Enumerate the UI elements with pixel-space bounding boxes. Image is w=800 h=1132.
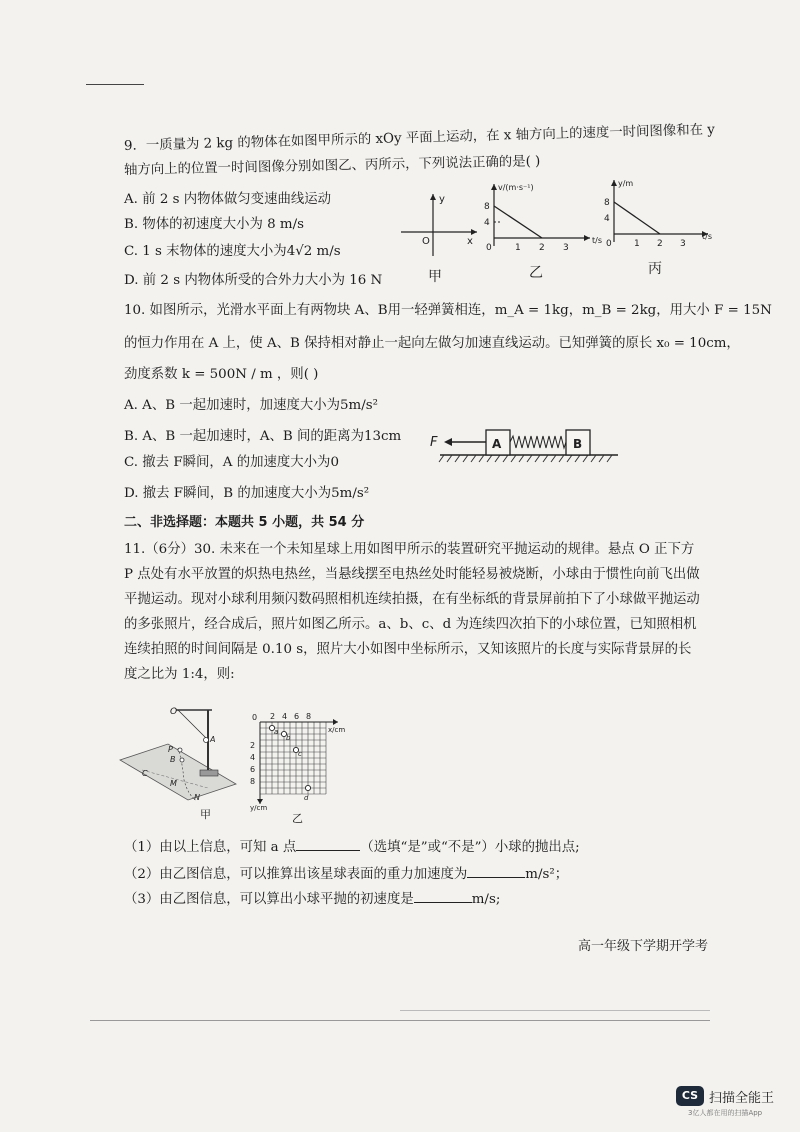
q11-figure-jia <box>112 700 242 810</box>
bottom-rule-upper <box>400 1010 710 1011</box>
page-footer-title: 高一年级下学期开学考 <box>578 939 709 954</box>
q9-figure-bing <box>598 176 728 256</box>
q11-sub2-answer-blank[interactable] <box>467 865 525 878</box>
q11-sub3-suffix: m/s; <box>471 892 501 907</box>
camscanner-logo-icon: CS <box>676 1086 704 1106</box>
header-rule <box>86 84 144 85</box>
q10-option-c: C. 撤去 F瞬间，A 的加速度大小为0 <box>124 455 339 470</box>
q9-option-a: A. 前 2 s 内物体做匀变速曲线运动 <box>124 192 332 207</box>
q11-jia-label-m: M <box>170 779 177 788</box>
q9-bing-tick-8: 8 <box>604 198 610 208</box>
q11-para-line5: 连续拍照的时间间隔是 0.10 s，照片大小如图中坐标所示，又知该照片的长度与实际背景屏的长 <box>124 642 692 657</box>
q9-jia-origin: O <box>422 236 430 247</box>
q9-option-b: B. 物体的初速度大小为 8 m/s <box>124 217 304 232</box>
q9-option-c: C. 1 s 末物体的速度大小为4√2 m/s <box>124 244 341 259</box>
q9-yi-tick-x3: 3 <box>563 243 569 253</box>
q10-block-a-label: A <box>492 437 502 451</box>
q11-figure-yi-grid <box>240 708 352 812</box>
q11-sub2-suffix: m/s²； <box>525 867 569 882</box>
q9-bing-tick-x2: 2 <box>657 239 663 249</box>
q9-yi-caption: 乙 <box>529 265 543 281</box>
q11-sub1-suffix: （选填“是”或“不是”）小球的抛出点; <box>360 840 580 855</box>
q11-yi-x-label: x/cm <box>328 726 346 734</box>
q11-yi-tick-y4: 4 <box>250 753 256 762</box>
q11-yi-tick-y8: 8 <box>250 777 256 786</box>
q11-para-line4: 的多张照片，经合成后，照片如图乙所示。a、b、c、d 为连续四次拍下的小球位置，已知照相机 <box>124 617 697 632</box>
q11-sub1-answer-blank[interactable] <box>296 838 360 851</box>
q9-yi-origin: 0 <box>486 243 492 253</box>
q9-bing-tick-x3: 3 <box>680 239 686 249</box>
q11-sub3-prefix: （3）由乙图信息，可以算出小球平抛的初速度是 <box>124 892 414 907</box>
q9-yi-tick-x1: 1 <box>515 243 521 253</box>
q11-yi-tick-y6: 6 <box>250 765 256 774</box>
q11-jia-label-a: A <box>210 735 216 744</box>
q11-yi-tick-x8: 8 <box>306 712 312 721</box>
q9-jia-x-label: x <box>467 236 473 247</box>
q9-yi-tick-8: 8 <box>484 202 490 212</box>
q11-yi-label-b: b <box>286 734 291 742</box>
q9-yi-tick-x2: 2 <box>539 243 545 253</box>
q10-option-b: B. A、B 一起加速时，A、B 间的距离为13cm <box>124 429 402 444</box>
camscanner-name: 扫描全能王 <box>709 1091 775 1106</box>
bottom-rule <box>90 1020 710 1021</box>
q11-jia-label-p: P <box>168 745 173 754</box>
q11-yi-tick-x4: 4 <box>282 712 288 721</box>
q9-jia-caption: 甲 <box>428 269 442 285</box>
q9-stem-line1: 9．一质量为 2 kg 的物体在如图甲所示的 xOy 平面上运动，在 x 轴方向上的速度一时间图像和在 y <box>123 122 716 154</box>
q11-yi-tick-y2: 2 <box>250 741 256 750</box>
q11-yi-caption: 乙 <box>292 812 303 825</box>
q10-force-label: F <box>430 435 438 450</box>
q11-jia-label-n: N <box>194 793 200 802</box>
q11-yi-tick-x6: 6 <box>294 712 300 721</box>
q11-jia-label-b: B <box>170 755 176 764</box>
q9-bing-x-label: t/s <box>702 232 712 241</box>
q10-stem-line3: 劲度系数 k = 500N / m ，则( ) <box>124 367 319 382</box>
q11-sub1 <box>124 838 580 857</box>
q10-option-d: D. 撤去 F瞬间，B 的加速度大小为5m/s² <box>124 486 370 501</box>
q9-figure-jia <box>395 190 485 260</box>
section-2-heading: 二、非选择题：本题共 5 小题，共 54 分 <box>124 515 365 530</box>
q11-para-line2: P 点处有水平放置的炽热电热丝，当悬线摆至电热丝处时能轻易被烧断，小球由于惯性向前飞出做 <box>124 567 700 582</box>
q10-block-b-label: B <box>573 437 583 451</box>
q11-sub2-prefix: （2）由乙图信息，可以推算出该星球表面的重力加速度为 <box>124 867 468 882</box>
q9-yi-tick-4: 4 <box>484 218 490 228</box>
q9-jia-y-label: y <box>439 194 445 205</box>
q11-jia-label-c: C <box>142 769 148 778</box>
q9-figure-yi <box>478 180 608 260</box>
q11-para-line3: 平抛运动。现对小球利用频闪数码照相机连续拍摄，在有坐标纸的背景屏前拍下了小球做平抛运动 <box>124 592 700 607</box>
q11-jia-label-o: O <box>170 707 178 717</box>
q11-para-line6: 度之比为 1:4，则: <box>124 667 235 682</box>
q11-sub2 <box>124 865 568 884</box>
q11-sub1-prefix: （1）由以上信息，可知 a 点 <box>124 840 297 855</box>
q10-stem-line2: 的恒力作用在 A 上，使 A、B 保持相对静止一起向左做匀加速直线运动。已知弹簧的原长 x₀ = 10cm， <box>124 336 740 351</box>
q9-stem-line2: 轴方向上的位置一时间图像分别如图乙、丙所示，下列说法正确的是( ) <box>123 154 541 178</box>
q9-bing-tick-x1: 1 <box>634 239 640 249</box>
q11-yi-label-c: c <box>298 750 302 758</box>
q9-yi-x-label: t/s <box>592 236 602 245</box>
q11-yi-y-label: y/cm <box>250 804 268 812</box>
q11-yi-label-a: a <box>274 728 279 736</box>
q9-bing-y-label: y/m <box>618 179 634 188</box>
q11-yi-origin: 0 <box>252 713 258 722</box>
q11-yi-label-d: d <box>304 794 309 802</box>
q9-bing-origin: 0 <box>606 239 612 249</box>
q11-jia-caption: 甲 <box>200 808 211 821</box>
q9-bing-tick-4: 4 <box>604 214 610 224</box>
q10-option-a: A. A、B 一起加速时，加速度大小为5m/s² <box>124 398 378 413</box>
camscanner-tagline: 3亿人都在用的扫描App <box>688 1109 763 1117</box>
q11-sub3 <box>124 890 500 909</box>
q11-yi-tick-x2: 2 <box>270 712 276 721</box>
q9-bing-caption: 丙 <box>648 261 662 277</box>
q10-stem-line1: 10. 如图所示，光滑水平面上有两物块 A、B用一轻弹簧相连，m_A = 1kg，m_B = 2kg，用大小 F = 15N <box>124 303 772 318</box>
q9-option-d: D. 前 2 s 内物体所受的合外力大小为 16 N <box>124 273 383 288</box>
q11-sub3-answer-blank[interactable] <box>414 890 472 903</box>
q11-point-d <box>305 785 310 790</box>
q10-spring-figure <box>428 422 628 464</box>
q11-para-line1: 11.（6分）30. 未来在一个未知星球上用如图甲所示的装置研究平抛运动的规律。悬点 O 正下方 <box>124 542 695 557</box>
q9-yi-y-label: v/(m·s⁻¹) <box>498 183 534 192</box>
